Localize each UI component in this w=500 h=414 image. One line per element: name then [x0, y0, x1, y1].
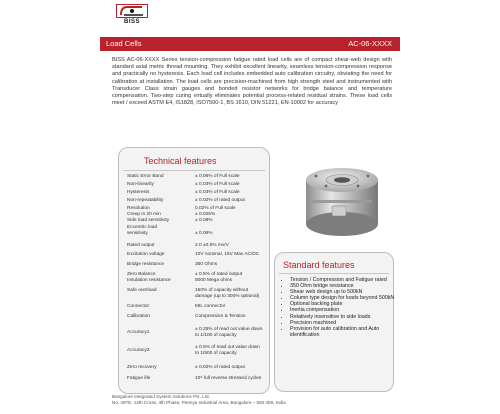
spec-value: ± 0.025%	[195, 212, 216, 217]
spec-label: Accuracy1	[127, 330, 150, 335]
intro-paragraph: BISS AC-06-XXXX Series tension-compression fatigue rated load cells are of compact shear-web design with standard axial metric thread mounting. They exhibit excellent linearity, seamless tension-compression response and practically no hysteresis. Each load cell includes embedded auto calibration circuitry, obviating the need for calibration at installation. The load cells are precision-machined from high strength steel and instrumented with Transducer Class strain gauges and bonded resistor networks for bridge balance and temperature compensation. Two-step curing virtually eliminates potential process-related residual strains. These load cells meet / exceed ASTM E4, IS1828, ISO7500-1, BS 1610, DIN 51221, EN-10002 for accuracy	[112, 57, 392, 107]
list-item: • Shear web design up to 500kN	[290, 289, 398, 295]
spec-value: ± 0.02% of rated output	[195, 198, 245, 203]
spec-label: Eccentric load sensitivity	[127, 225, 158, 236]
spec-value: 10⁸ full reverse stressed cycles	[195, 376, 262, 381]
spec-label: Insulation resistance	[127, 278, 171, 283]
spec-value: 10V nominal, 15V Max AC/DC	[195, 252, 260, 257]
spec-label: Static Error Band	[127, 174, 164, 179]
spec-value: ± 0.06%	[195, 231, 213, 236]
spec-value: 5000 Mega ohms	[195, 278, 233, 283]
spec-label: Zero Balance	[127, 272, 156, 277]
list-item: • Precision machined	[290, 320, 398, 326]
spec-value: ± 0.06% of Full scale	[195, 174, 240, 179]
technical-features-title: Technical features	[144, 156, 217, 166]
divider	[279, 273, 389, 274]
technical-features-panel	[118, 147, 270, 394]
spec-value: ± 0.03% of Full scale	[195, 190, 240, 195]
list-item: • Provision for auto calibration and Auto identification	[290, 326, 398, 338]
list-item: • Optional backing plate	[290, 301, 398, 307]
spec-label: Connector	[127, 304, 150, 309]
list-item: • Tension / Compression and Fatigue rated	[290, 277, 398, 283]
company-address: No. 497E, 14th Cross, 4th Phase, Peenya Industrial Area, Bangalore – 560 058, India	[112, 400, 286, 405]
spec-value: ± 0.25% of read out value down to 1/100 of capacity	[195, 327, 263, 338]
spec-value: MIL connector	[195, 304, 226, 309]
spec-label: Zero recovery	[127, 365, 157, 370]
biss-logo-icon	[116, 4, 148, 18]
spec-label: Bridge resistance	[127, 262, 165, 267]
list-item: • Column type design for loads beyond 500kN	[290, 295, 398, 301]
divider	[123, 170, 265, 171]
product-title: Load Cells	[106, 39, 142, 48]
spec-label: Creep in 20 min	[127, 212, 161, 217]
spec-value: ± 0.08%	[195, 218, 213, 223]
spec-value: ± 0.03% of Full scale	[195, 182, 240, 187]
spec-label: Rated output	[127, 243, 155, 248]
logo-wordmark: BISS	[123, 19, 140, 25]
spec-label: Non-repeatability	[127, 198, 164, 203]
title-bar	[100, 37, 400, 51]
spec-label: Safe overload	[127, 288, 157, 293]
list-item: • Relatively insensitive to side loads	[290, 314, 398, 320]
spec-value: ± 0.5% of rated output	[195, 272, 243, 277]
spec-label: Calibration	[127, 314, 150, 319]
list-item: • Inertia compensation	[290, 307, 398, 313]
spec-value: ± 0.02% of rated output	[195, 365, 245, 370]
standard-features-list	[281, 277, 398, 338]
spec-value: Compression & Tension	[195, 314, 246, 319]
spec-value: 150% of capacity without damage (up to 300% optional)	[195, 288, 260, 299]
list-item: • 350 Ohm bridge resistance	[290, 283, 398, 289]
standard-features-panel	[274, 252, 394, 392]
spec-label: Fatigue life	[127, 376, 151, 381]
spec-value: 2.0 ±0.5% mv/V	[195, 243, 229, 248]
load-cell-image	[292, 150, 392, 246]
spec-value: ± 0.5% of read out value down to 1/500 of capacity	[195, 345, 260, 356]
spec-label: Hysteresis	[127, 190, 150, 195]
spec-label: Excitation voltage	[127, 252, 165, 257]
spec-label: Non-linearity	[127, 182, 154, 187]
page-footer	[112, 394, 402, 406]
company-name: Bangalore Integrated System Solutions Pvt. Ltd.	[112, 394, 210, 399]
company-logo	[116, 4, 148, 28]
product-code: AC-06-XXXX	[348, 39, 392, 48]
spec-label: Side load sensitivity	[127, 218, 170, 223]
standard-features-title: Standard features	[283, 260, 355, 270]
spec-value: 0.02% of Full scale	[195, 206, 236, 211]
spec-value: 350 Ohms	[195, 262, 218, 267]
spec-label: Accuracy2	[127, 348, 150, 353]
spec-label: Resolution	[127, 206, 150, 211]
